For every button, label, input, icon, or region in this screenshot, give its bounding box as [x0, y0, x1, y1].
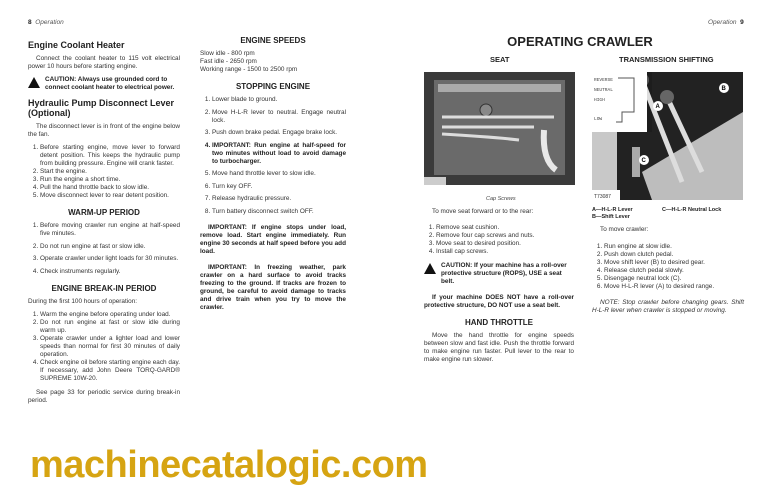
- list-item: 2. Push down clutch pedal.: [604, 251, 744, 259]
- paragraph: Move the hand throttle for engine speeds between slow and fast idle. Push the throttle forward to make engine run faster. Pull lever to the rear to make engine run slower.: [424, 332, 574, 363]
- left-page-header: [28, 19, 64, 27]
- heading-seat: SEAT: [490, 55, 510, 64]
- list-item: 1. Run engine at slow idle.: [604, 243, 744, 251]
- column-4: [592, 226, 744, 320]
- list-item: 6. Turn key OFF.: [212, 183, 346, 191]
- caution-text: CAUTION: If your machine has a roll-over protective structure (ROPS), USE a seat belt.: [441, 262, 567, 285]
- list-item: 4. Check instruments regularly.: [40, 268, 180, 276]
- callout-c: C: [641, 158, 646, 164]
- list-item: 6. Move H-L-R lever (A) to desired range.: [604, 283, 744, 291]
- heading-warmup: WARM-UP PERIOD: [68, 208, 140, 217]
- list-item: 4. Release clutch pedal slowly.: [604, 267, 744, 275]
- list-item: 3. Operate crawler under light loads for 30 minutes.: [40, 255, 180, 263]
- page-number: 9: [740, 19, 744, 26]
- list-item: 2. Do not run engine at fast or slow idle during warm up.: [40, 319, 180, 335]
- right-page-header: [708, 19, 744, 27]
- speed-line: Slow idle - 800 rpm: [200, 50, 255, 57]
- important-note: IMPORTANT: In freezing weather, park crawler on a hard surface to avoid tracks freezing to the ground. If tracks are frozen to ground, be careful to avoid damage to tracks and drive train when you try to move the crawler.: [200, 263, 346, 311]
- breakin-steps: [28, 311, 180, 383]
- speed-line: Working range - 1500 to 2500 rpm: [200, 66, 298, 73]
- list-item: 3. Operate crawler under a lighter load and lower speeds than normal for first 30 minutes of daily operation.: [40, 335, 180, 359]
- list-item: 1. Before starting engine, move lever to forward detent position. This keeps the hydraulic pump from building pressure. Engine will crank faster.: [40, 144, 180, 168]
- paragraph: Connect the coolant heater to 115 volt electrical power 10 hours before starting engine.: [28, 55, 180, 70]
- legend-item: C—H-L-R Neutral Lock: [662, 207, 722, 213]
- column-3: [424, 208, 574, 369]
- seat-steps: [424, 224, 574, 256]
- caution-block: [424, 262, 574, 286]
- list-item: 5. Disengage neutral lock (C).: [604, 275, 744, 283]
- list-item: 1. Lower blade to ground.: [212, 96, 346, 104]
- section-name: Operation: [708, 19, 737, 26]
- callout-b: B: [721, 86, 726, 92]
- legend-item: A—H-L-R Lever: [592, 207, 633, 213]
- important-note: If your machine DOES NOT have a roll-over protective structure, DO NOT use a seat belt.: [424, 294, 574, 309]
- paragraph: To move seat forward or to the rear:: [432, 208, 534, 215]
- list-item: 3. Move seat to desired position.: [436, 240, 574, 248]
- list-item: 7. Release hydraulic pressure.: [212, 195, 346, 203]
- heading-stopping-engine: STOPPING ENGINE: [235, 82, 311, 91]
- list-item: 4. Install cap screws.: [436, 248, 574, 256]
- important-note: IMPORTANT: If engine stops under load, remove load. Start engine immediately. Run engine 30 seconds at half speed before you add load.: [200, 223, 346, 255]
- section-name: Operation: [35, 19, 64, 26]
- diagram-label: HIGH: [594, 98, 605, 103]
- list-item: 3. Push down brake pedal. Engage brake lock.: [212, 129, 346, 137]
- list-item: 5. Move disconnect lever to rear detent position.: [40, 192, 180, 200]
- list-item: 5. Move hand throttle lever to slow idle.: [212, 170, 346, 178]
- warning-icon: [28, 77, 40, 88]
- note: NOTE: Stop crawler before changing gears. Shift H-L-R lever when crawler is stopped or moving.: [592, 299, 744, 314]
- paragraph: During the first 100 hours of operation:: [28, 297, 138, 305]
- list-item: 4. IMPORTANT: Run engine at half-speed for two minutes without load to avoid damage to turbocharger.: [212, 142, 346, 166]
- heading-engine-speeds: ENGINE SPEEDS: [240, 36, 306, 45]
- speed-line: Fast idle - 2650 rpm: [200, 58, 257, 65]
- diagram-label: REVERSE: [594, 78, 613, 83]
- stopping-steps: [200, 96, 346, 216]
- seat-photo: [424, 72, 575, 185]
- callout-a: A: [655, 104, 660, 110]
- figure-caption: Cap Screws: [486, 196, 516, 202]
- paragraph: See page 33 for periodic service during break-in period.: [28, 388, 180, 404]
- legend-item: B—Shift Lever: [592, 214, 630, 220]
- transmission-steps: [592, 243, 744, 291]
- diagram-label: NEUTRAL: [594, 88, 613, 93]
- list-item: 2. Remove four cap screws and nuts.: [436, 232, 574, 240]
- heading-coolant-heater: Engine Coolant Heater: [28, 40, 125, 50]
- list-item: 1. Before moving crawler run engine at half-speed five minutes.: [40, 222, 180, 238]
- column-1: [28, 40, 180, 410]
- paragraph: To move crawler:: [600, 226, 649, 233]
- caution-block: [28, 76, 180, 92]
- column-2: [200, 36, 346, 317]
- list-item: 1. Remove seat cushion.: [436, 224, 574, 232]
- pump-steps: [28, 144, 180, 200]
- warning-icon: [424, 263, 436, 274]
- heading-transmission: TRANSMISSION SHIFTING: [619, 55, 714, 64]
- diagram-label: LOW: [594, 117, 603, 122]
- caution-text: CAUTION: Always use grounded cord to connect coolant heater to electrical power.: [45, 76, 175, 91]
- list-item: 2. Start the engine.: [40, 168, 180, 176]
- heading-breakin: ENGINE BREAK-IN PERIOD: [51, 283, 157, 293]
- list-item: 4. Pull the hand throttle back to slow idle.: [40, 184, 180, 192]
- warmup-steps: [28, 222, 180, 276]
- list-item: 3. Run the engine a short time.: [40, 176, 180, 184]
- transmission-photo: [592, 72, 743, 200]
- watermark: machinecatalogic.com: [30, 444, 428, 486]
- heading-pump-lever: Hydraulic Pump Disconnect Lever (Optional): [28, 98, 175, 118]
- list-item: 3. Move shift lever (B) to desired gear.: [604, 259, 744, 267]
- page-number: 8: [28, 19, 32, 26]
- list-item: 2. Do not run engine at fast or slow idle.: [40, 243, 180, 251]
- list-item: 4. Check engine oil before starting engine each day. If necessary, add John Deere TORQ-GARD® SUPREME 10W-20.: [40, 359, 180, 383]
- paragraph: The disconnect lever is in front of the engine below the fan.: [28, 123, 180, 138]
- list-item: 1. Warm the engine before operating under load.: [40, 311, 180, 319]
- list-item: 2. Move H-L-R lever to neutral. Engage neutral lock.: [212, 109, 346, 125]
- figure-id: T73087: [594, 194, 611, 200]
- list-item: 8. Turn battery disconnect switch OFF.: [212, 208, 346, 216]
- heading-hand-throttle: HAND THROTTLE: [465, 318, 533, 327]
- page-title: OPERATING CRAWLER: [507, 34, 653, 49]
